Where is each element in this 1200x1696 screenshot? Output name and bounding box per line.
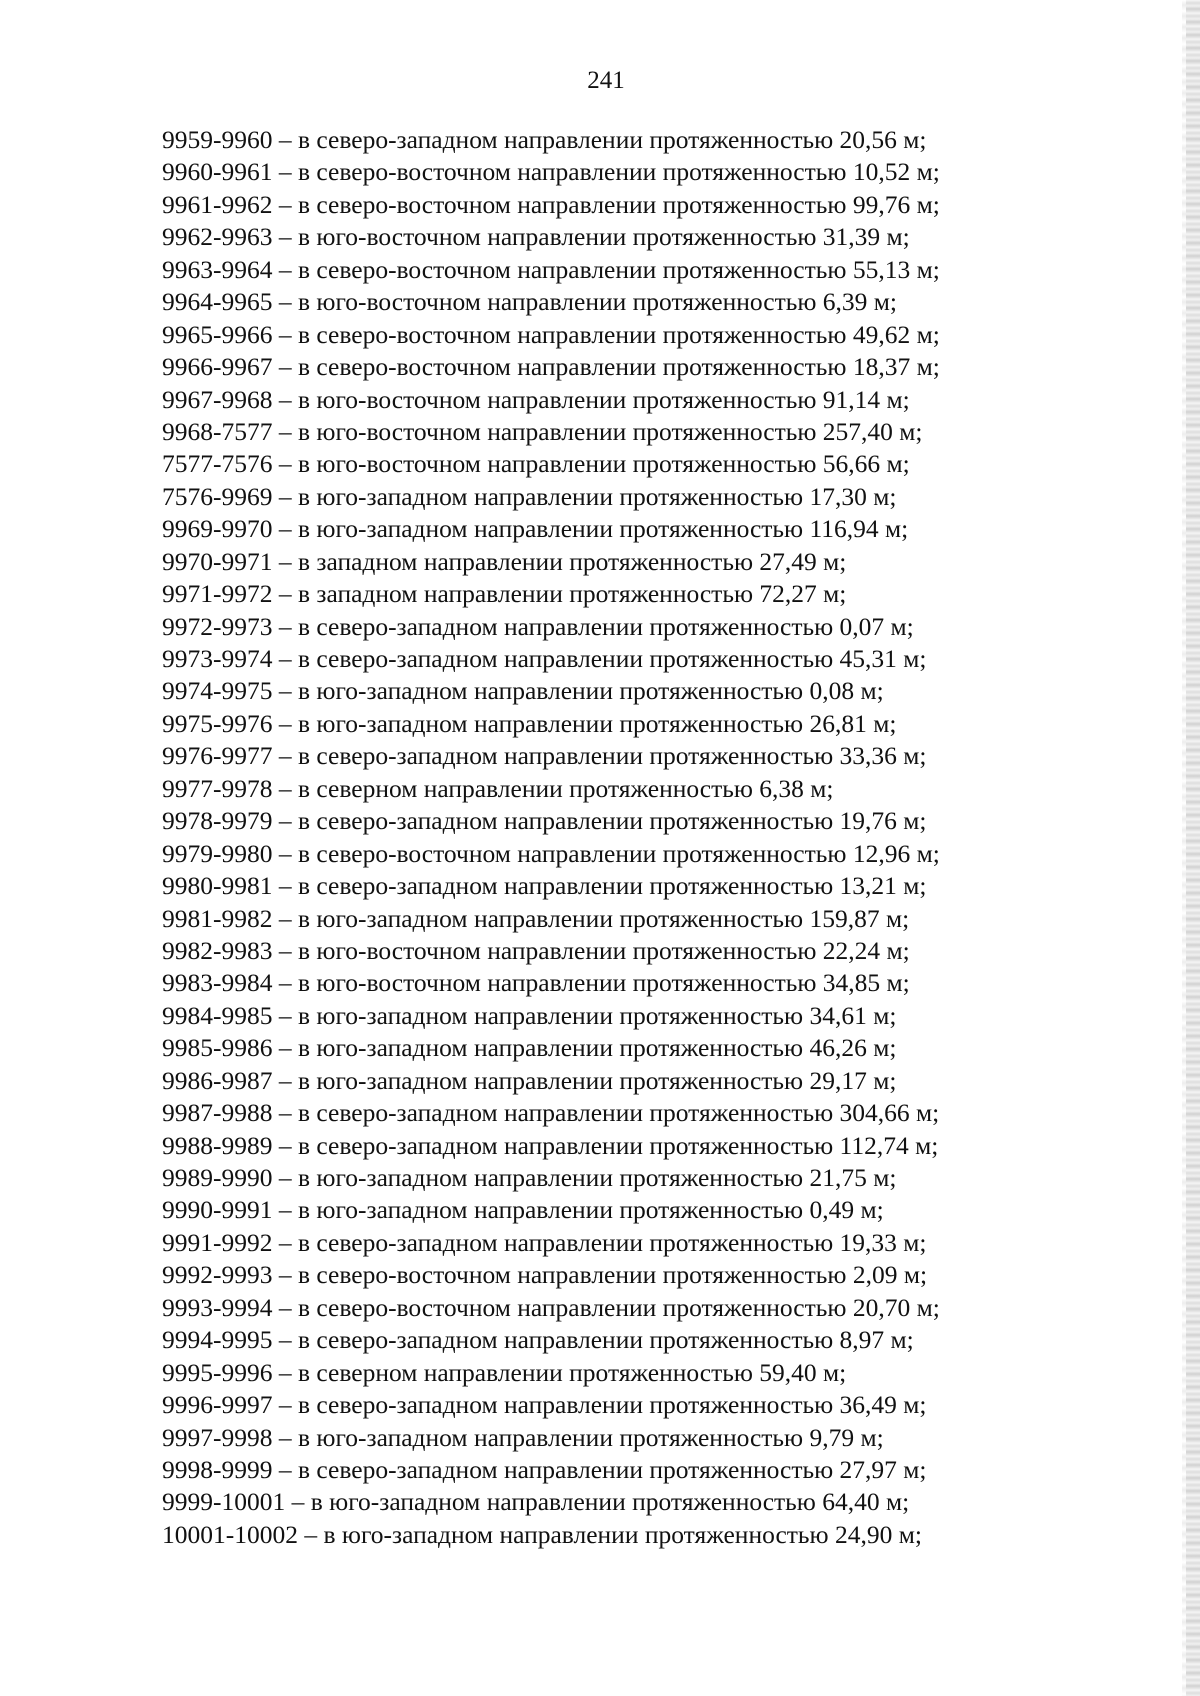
- boundary-segment-line: 7577-7576 – в юго-восточном направлении протяженностью 56,66 м;: [162, 449, 910, 479]
- boundary-segment-line: 7576-9969 – в юго-западном направлении протяженностью 17,30 м;: [162, 481, 897, 511]
- boundary-segment-line: 9972-9973 – в северо-западном направлении протяженностью 0,07 м;: [162, 611, 914, 641]
- boundary-segment-line: 9976-9977 – в северо-западном направлении протяженностью 33,36 м;: [162, 741, 927, 771]
- boundary-segment-line: 9982-9983 – в юго-восточном направлении протяженностью 22,24 м;: [162, 935, 910, 965]
- boundary-segment-line: 9988-9989 – в северо-западном направлении протяженностью 112,74 м;: [162, 1130, 939, 1160]
- boundary-segment-line: 9961-9962 – в северо-восточном направлении протяженностью 99,76 м;: [162, 189, 940, 219]
- boundary-segment-line: 9980-9981 – в северо-западном направлении протяженностью 13,21 м;: [162, 871, 927, 901]
- boundary-segment-line: 9967-9968 – в юго-восточном направлении протяженностью 91,14 м;: [162, 384, 910, 414]
- boundary-segment-line: 9985-9986 – в юго-западном направлении протяженностью 46,26 м;: [162, 1033, 897, 1063]
- boundary-segment-line: 9986-9987 – в юго-западном направлении протяженностью 29,17 м;: [162, 1065, 897, 1095]
- boundary-segment-line: 9991-9992 – в северо-западном направлении протяженностью 19,33 м;: [162, 1227, 927, 1257]
- boundary-segment-line: 9971-9972 – в западном направлении протяженностью 72,27 м;: [162, 579, 847, 609]
- boundary-segment-line: 9990-9991 – в юго-западном направлении протяженностью 0,49 м;: [162, 1195, 884, 1225]
- boundary-segment-line: 9966-9967 – в северо-восточном направлении протяженностью 18,37 м;: [162, 352, 940, 382]
- boundary-segment-line: 9998-9999 – в северо-западном направлении протяженностью 27,97 м;: [162, 1454, 927, 1484]
- boundary-segment-line: 9996-9997 – в северо-западном направлении протяженностью 36,49 м;: [162, 1390, 927, 1420]
- boundary-segment-line: 9989-9990 – в юго-западном направлении протяженностью 21,75 м;: [162, 1163, 897, 1192]
- boundary-segment-line: 9994-9995 – в северо-западном направлении протяженностью 8,97 м;: [162, 1325, 914, 1355]
- boundary-segment-line: 9997-9998 – в юго-западном направлении протяженностью 9,79 м;: [162, 1422, 884, 1452]
- boundary-segment-line: 9962-9963 – в юго-восточном направлении протяженностью 31,39 м;: [162, 222, 910, 252]
- boundary-segment-line: 9978-9979 – в северо-западном направлении протяженностью 19,76 м;: [162, 806, 927, 836]
- boundary-segment-line: 9981-9982 – в юго-западном направлении протяженностью 159,87 м;: [162, 903, 910, 933]
- boundary-segment-line: 9984-9985 – в юго-западном направлении протяженностью 34,61 м;: [162, 1000, 897, 1030]
- boundary-segment-line: 9964-9965 – в юго-восточном направлении протяженностью 6,39 м;: [162, 287, 898, 317]
- boundary-segment-line: 9999-10001 – в юго-западном направлении протяженностью 64,40 м;: [162, 1487, 910, 1517]
- boundary-segment-line: 9960-9961 – в северо-восточном направлении протяженностью 10,52 м;: [162, 157, 940, 187]
- boundary-segment-line: 9973-9974 – в северо-западном направлении протяженностью 45,31 м;: [162, 644, 927, 673]
- boundary-segment-line: 9979-9980 – в северо-восточном направлении протяженностью 12,96 м;: [162, 838, 940, 868]
- boundary-segment-line: 9968-7577 – в юго-восточном направлении протяженностью 257,40 м;: [162, 416, 923, 446]
- boundary-segment-line: 9965-9966 – в северо-восточном направлении протяженностью 49,62 м;: [162, 319, 940, 349]
- boundary-segment-line: 10001-10002 – в юго-западном направлении протяженностью 24,90 м;: [162, 1519, 922, 1549]
- boundary-segment-line: 9959-9960 – в северо-западном направлении протяженностью 20,56 м;: [162, 125, 927, 154]
- boundary-segment-line: 9977-9978 – в северном направлении протяженностью 6,38 м;: [162, 773, 834, 803]
- boundary-segment-line: 9974-9975 – в юго-западном направлении протяженностью 0,08 м;: [162, 676, 884, 706]
- boundary-segment-line: 9983-9984 – в юго-восточном направлении протяженностью 34,85 м;: [162, 968, 910, 998]
- boundary-segment-line: 9969-9970 – в юго-западном направлении протяженностью 116,94 м;: [162, 514, 909, 544]
- boundary-segment-line: 9963-9964 – в северо-восточном направлении протяженностью 55,13 м;: [162, 254, 940, 284]
- boundary-segment-line: 9993-9994 – в северо-восточном направлении протяженностью 20,70 м;: [162, 1292, 940, 1322]
- boundary-segment-line: 9975-9976 – в юго-западном направлении протяженностью 26,81 м;: [162, 708, 897, 738]
- boundary-segment-list: [162, 124, 1062, 1551]
- boundary-segment-line: 9995-9996 – в северном направлении протяженностью 59,40 м;: [162, 1357, 847, 1387]
- boundary-segment-line: 9970-9971 – в западном направлении протяженностью 27,49 м;: [162, 546, 847, 576]
- boundary-segment-line: 9987-9988 – в северо-западном направлении протяженностью 304,66 м;: [162, 1098, 940, 1128]
- scan-edge-artifact: [1186, 0, 1200, 1696]
- page-number: 241: [587, 67, 625, 94]
- boundary-segment-line: 9992-9993 – в северо-восточном направлении протяженностью 2,09 м;: [162, 1260, 928, 1290]
